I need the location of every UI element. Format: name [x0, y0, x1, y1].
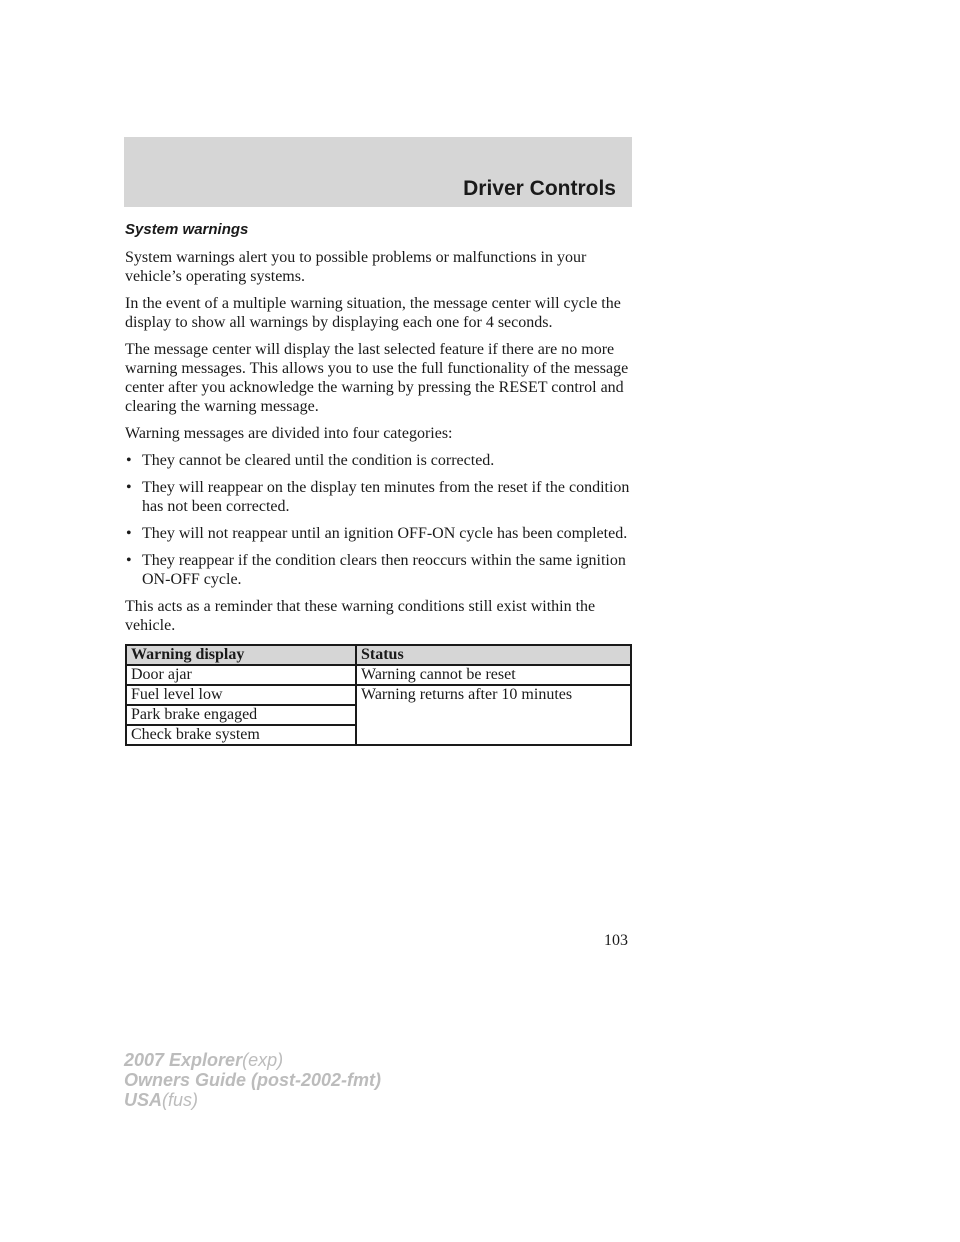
list-item-text: They will not reappear until an ignition OFF-ON cycle has been completed.	[142, 525, 628, 542]
table-row	[126, 665, 631, 685]
section-title: Driver Controls	[463, 177, 616, 200]
bullet-icon: •	[126, 452, 132, 469]
list-item-text: They reappear if the condition clears then reoccurs within the same ignition ON-OFF cycle.	[142, 552, 626, 588]
section-header-band	[124, 137, 632, 207]
page-content	[125, 220, 633, 746]
table-header-row	[126, 645, 631, 665]
paragraph-reminder: This acts as a reminder that these warning conditions still exist within the vehicle.	[125, 598, 596, 634]
list-item-text: They cannot be cleared until the condition is corrected.	[142, 452, 495, 469]
list-item	[125, 551, 633, 589]
paragraph-last-feature: The message center will display the last selected feature if there are no more warning messages. This allows you to use the full functionality of the message center after you acknowledge the warning by pressing the RESET control and clearing the warning message.	[125, 341, 629, 415]
table-row	[126, 685, 631, 705]
footer-line-guide	[124, 1070, 381, 1090]
table-cell-display: Fuel level low	[126, 685, 356, 705]
list-item	[125, 524, 633, 543]
table-cell-display: Door ajar	[126, 665, 356, 685]
page-number: 103	[604, 932, 628, 949]
table-cell-status: Warning cannot be reset	[356, 665, 631, 685]
paragraph-categories: Warning messages are divided into four categories:	[125, 425, 453, 442]
category-list	[125, 451, 633, 589]
footer-model: 2007 Explorer	[124, 1050, 243, 1070]
footer-model-code: (exp)	[242, 1050, 284, 1070]
footer-guide: Owners Guide (post-2002-fmt)	[124, 1070, 382, 1090]
table-cell-display: Check brake system	[126, 725, 356, 745]
document-footer	[124, 1050, 381, 1110]
subsection-heading: System warnings	[125, 221, 249, 238]
bullet-icon: •	[126, 479, 132, 496]
list-item	[125, 478, 633, 516]
column-header-status: Status	[356, 645, 631, 665]
table-cell-status: Warning returns after 10 minutes	[356, 685, 631, 745]
footer-market-code: (fus)	[162, 1090, 199, 1110]
table-cell-display: Park brake engaged	[126, 705, 356, 725]
list-item	[125, 451, 633, 470]
bullet-icon: •	[126, 525, 132, 542]
warning-table	[125, 644, 632, 746]
footer-line-model	[124, 1050, 381, 1070]
footer-market: USA	[124, 1090, 163, 1110]
paragraph-intro: System warnings alert you to possible problems or malfunctions in your vehicle’s operating systems.	[125, 249, 587, 285]
footer-line-market	[124, 1090, 381, 1110]
paragraph-multiple-warnings: In the event of a multiple warning situation, the message center will cycle the display to show all warnings by displaying each one for 4 seconds.	[125, 295, 621, 331]
list-item-text: They will reappear on the display ten minutes from the reset if the condition has not been corrected.	[142, 479, 630, 515]
bullet-icon: •	[126, 552, 132, 569]
column-header-warning-display: Warning display	[126, 645, 356, 665]
